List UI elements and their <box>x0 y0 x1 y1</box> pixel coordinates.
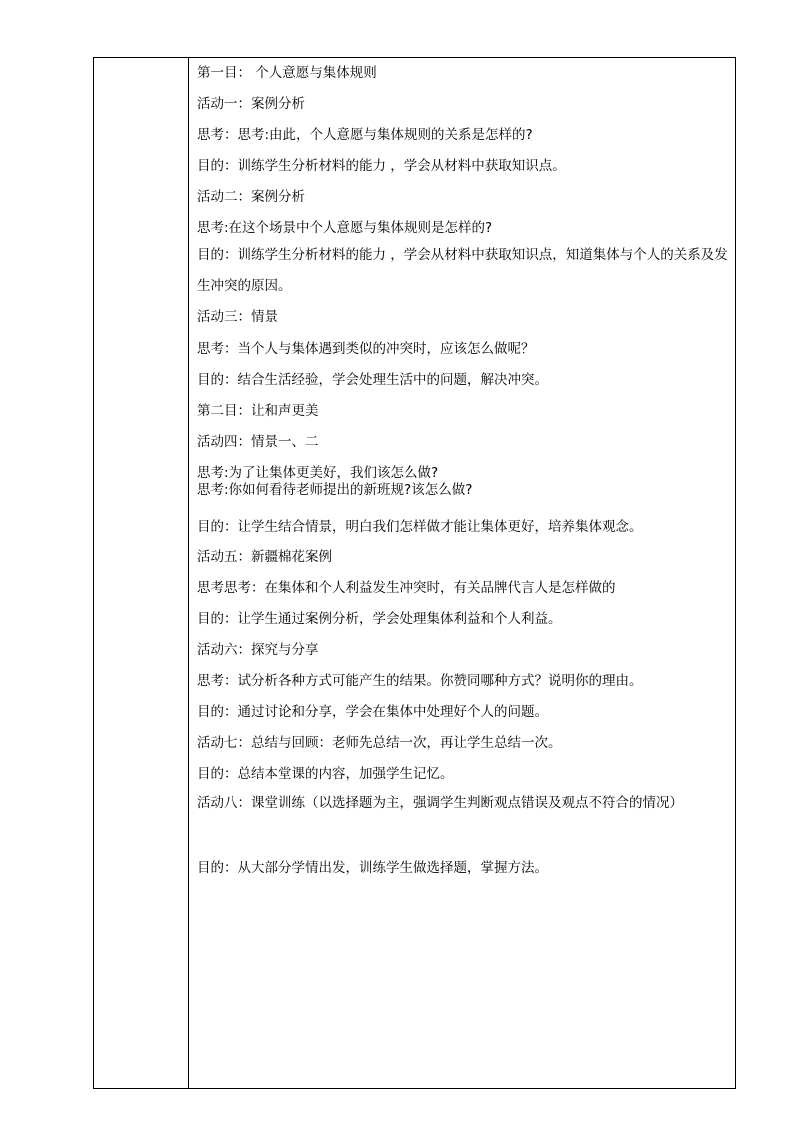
activity-heading: 活动八：课堂训练（以选择题为主，强调学生判断观点错误及观点不符合的情况） <box>197 795 683 811</box>
activity-heading: 活动六：探究与分享 <box>197 642 319 658</box>
content-cell <box>189 58 735 1088</box>
question-line: 思考:在这个场景中个人意愿与集体规则是怎样的? <box>197 220 493 236</box>
activity-heading: 活动三：情景 <box>197 309 278 325</box>
purpose-line: 目的：让学生通过案例分析，学会处理集体利益和个人利益。 <box>197 611 562 627</box>
question-line: 思考:你如何看待老师提出的新班规?该怎么做? <box>197 482 473 498</box>
question-line: 思考：当个人与集体遇到类似的冲突时，应该怎么做呢？ <box>197 341 535 357</box>
lesson-plan-table <box>93 57 736 1089</box>
question-line: 思考：思考:由此，个人意愿与集体规则的关系是怎样的? <box>197 127 533 143</box>
activity-heading: 活动一：案例分析 <box>197 96 305 112</box>
section-heading: 第一目： 个人意愿与集体规则 <box>197 65 377 81</box>
section-heading: 第二目：让和声更美 <box>197 403 319 419</box>
purpose-line: 目的：结合生活经验，学会处理生活中的问题，解决冲突。 <box>197 372 548 388</box>
purpose-line: 目的：从大部分学情出发，训练学生做选择题，掌握方法。 <box>197 860 548 876</box>
activity-heading: 活动五：新疆棉花案例 <box>197 549 332 565</box>
question-line: 思考：试分析各种方式可能产生的结果。你赞同哪种方式？说明你的理由。 <box>197 673 643 689</box>
activity-heading: 活动四：情景一、二 <box>197 434 319 450</box>
purpose-line: 目的：训练学生分析材料的能力 ，学会从材料中获取知识点。 <box>197 158 566 174</box>
purpose-line: 目的：训练学生分析材料的能力 ，学会从材料中获取知识点，知道集体与个人的关系及发生冲突的原因。 <box>197 247 728 294</box>
purpose-line: 目的：通过讨论和分享，学会在集体中处理好个人的问题。 <box>197 704 548 720</box>
purpose-line: 目的：让学生结合情景，明白我们怎样做才能让集体更好，培养集体观念。 <box>197 519 643 535</box>
activity-heading: 活动二：案例分析 <box>197 189 305 205</box>
question-line: 思考:为了让集体更美好，我们该怎么做? <box>197 465 439 481</box>
purpose-line: 目的：总结本堂课的内容，加强学生记忆。 <box>197 766 454 782</box>
question-line: 思考思考：在集体和个人利益发生冲突时，有关品牌代言人是怎样做的 <box>197 580 616 596</box>
activity-heading: 活动七：总结与回顾：老师先总结一次，再让学生总结一次。 <box>197 735 562 751</box>
